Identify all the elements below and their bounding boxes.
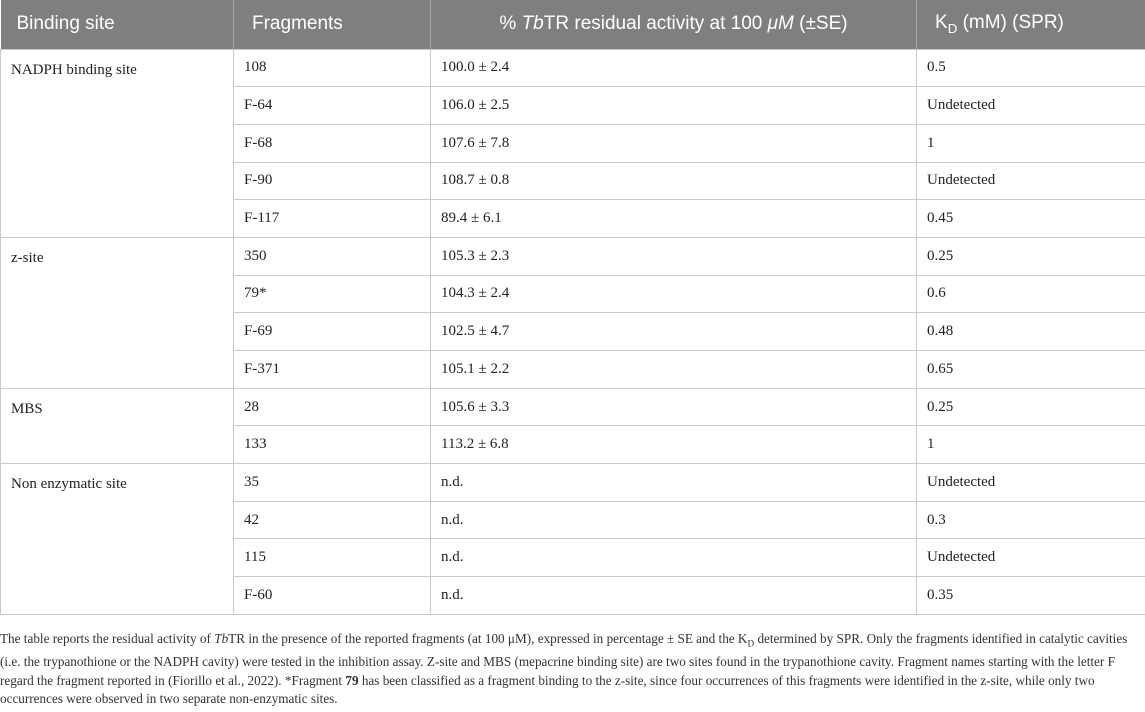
header-residual-activity: % TbTR residual activity at 100 μM (±SE) [431, 0, 917, 49]
header-kd: $K_D$ (mM) (SPR) [917, 0, 1145, 49]
kd-cell: 0.45 [917, 200, 1145, 238]
kd-cell: Undetected [917, 87, 1145, 125]
table-row [1, 237, 1145, 275]
activity-cell: 113.2 ± 6.8 [431, 426, 917, 464]
fragment-cell: 28 [234, 388, 431, 426]
fragment-cell: F-60 [234, 577, 431, 615]
activity-cell: 89.4 ± 6.1 [431, 200, 917, 238]
kd-cell: 0.48 [917, 313, 1145, 351]
fragment-cell: 133 [234, 426, 431, 464]
activity-cell: 107.6 ± 7.8 [431, 124, 917, 162]
kd-cell: 0.65 [917, 351, 1145, 389]
fragment-cell: 350 [234, 237, 431, 275]
activity-cell: 105.1 ± 2.2 [431, 351, 917, 389]
fragment-cell: 35 [234, 464, 431, 502]
table-row [1, 388, 1145, 426]
header-fragments: Fragments [234, 0, 431, 49]
activity-cell: 106.0 ± 2.5 [431, 87, 917, 125]
kd-cell: 0.6 [917, 275, 1145, 313]
table-body [1, 49, 1145, 614]
activity-cell: 108.7 ± 0.8 [431, 162, 917, 200]
kd-cell: 1 [917, 124, 1145, 162]
activity-cell: n.d. [431, 464, 917, 502]
kd-cell: 0.25 [917, 388, 1145, 426]
activity-cell: n.d. [431, 539, 917, 577]
activity-cell: 104.3 ± 2.4 [431, 275, 917, 313]
kd-cell: 0.35 [917, 577, 1145, 615]
fragment-cell: 42 [234, 501, 431, 539]
table-row [1, 49, 1145, 87]
fragment-cell: F-371 [234, 351, 431, 389]
fragment-cell: F-69 [234, 313, 431, 351]
fragment-cell: 79* [234, 275, 431, 313]
activity-cell: 102.5 ± 4.7 [431, 313, 917, 351]
activity-cell: n.d. [431, 577, 917, 615]
binding-site-cell: z-site [1, 237, 234, 388]
activity-cell: n.d. [431, 501, 917, 539]
table-header-row [1, 0, 1145, 49]
fragment-cell: 115 [234, 539, 431, 577]
activity-cell: 105.6 ± 3.3 [431, 388, 917, 426]
table-row [1, 464, 1145, 502]
activity-cell: 100.0 ± 2.4 [431, 49, 917, 87]
kd-cell: Undetected [917, 162, 1145, 200]
kd-cell: 0.5 [917, 49, 1145, 87]
fragment-cell: F-90 [234, 162, 431, 200]
kd-cell: 1 [917, 426, 1145, 464]
fragment-cell: F-68 [234, 124, 431, 162]
kd-cell: 0.25 [917, 237, 1145, 275]
kd-cell: Undetected [917, 464, 1145, 502]
fragment-cell: 108 [234, 49, 431, 87]
fragment-cell: F-117 [234, 200, 431, 238]
fragment-cell: F-64 [234, 87, 431, 125]
kd-cell: Undetected [917, 539, 1145, 577]
table-footnote: The table reports the residual activity of TbTR in the presence of the reported fragments (at 100 μM), expressed in percentage ± SE and the $K_D$ determined by SPR. Only the fragments identified in catalytic cavities (i.e. the trypanothione or the NADPH cavity) were tested in the inhibition assay. Z-site and MBS (mepacrine binding site) are two sites found in the trypanothione cavity. Fragment names starting with the letter F regard the fragment reported in (Fiorillo et al., 2022). *Fragment 79 has been classified as a fragment binding to the z-site, since four occurrences of this fragments were identified in the z-site, while only two occurrences were observed in two separate non-enzymatic sites. [0, 631, 1128, 707]
kd-cell: 0.3 [917, 501, 1145, 539]
binding-site-cell: Non enzymatic site [1, 464, 234, 615]
activity-cell: 105.3 ± 2.3 [431, 237, 917, 275]
header-binding-site: Binding site [16, 13, 115, 35]
binding-site-cell: MBS [1, 388, 234, 463]
binding-site-cell: NADPH binding site [1, 49, 234, 237]
